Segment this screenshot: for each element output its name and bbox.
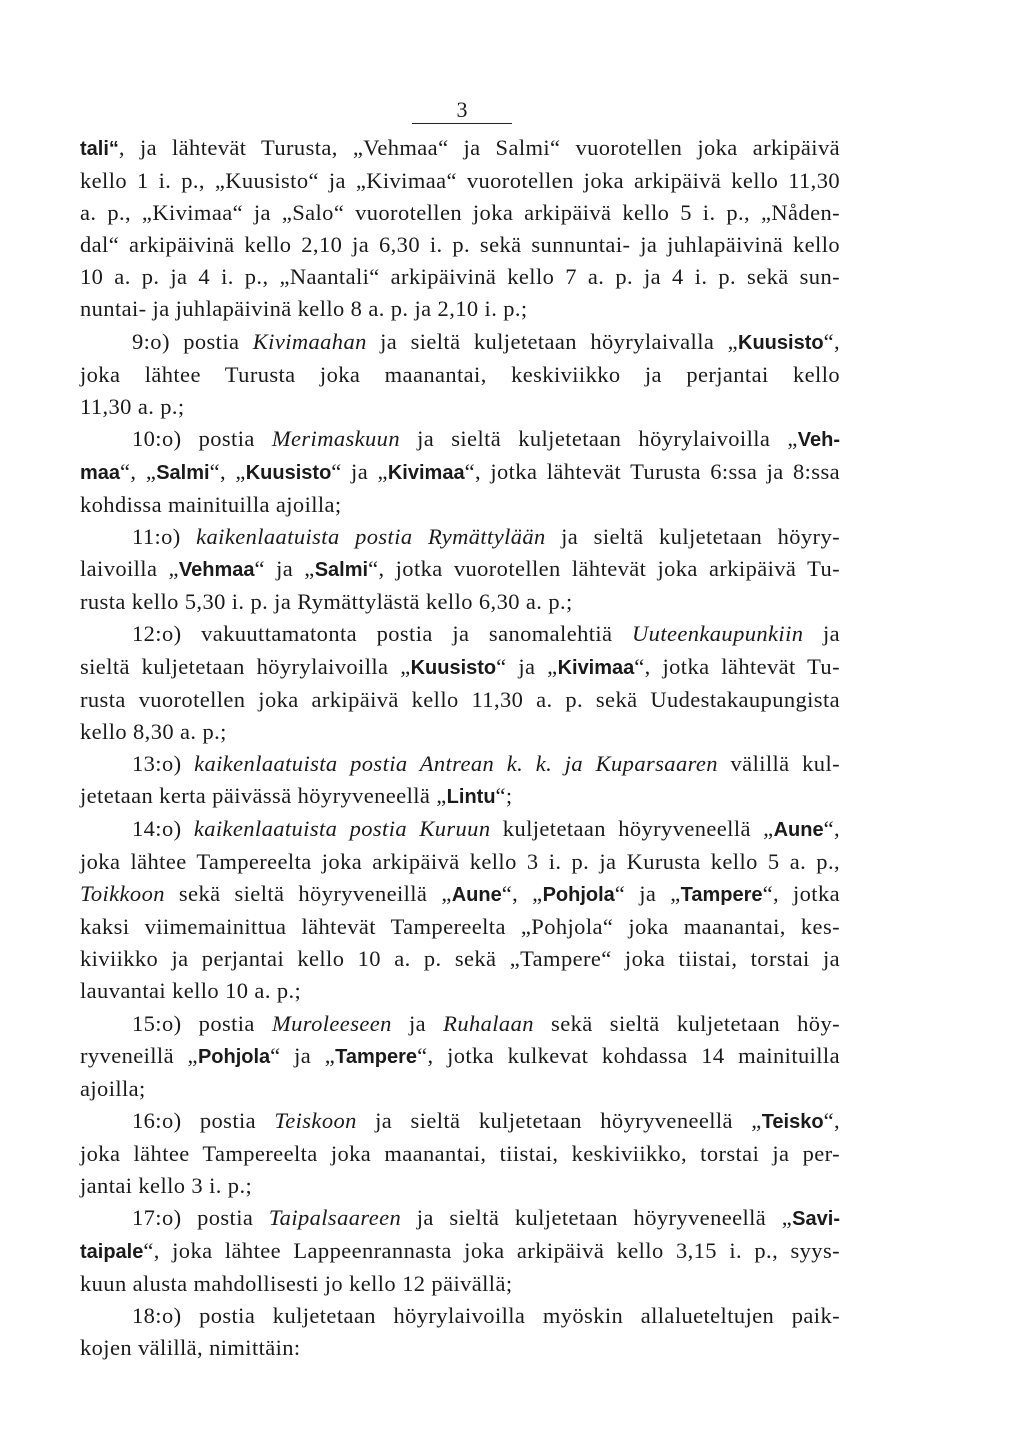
text-segment: , ja lähtevät Turusta, „Vehmaa“ ja Salmi“ vuorotellen joka arkipäivä — [118, 135, 840, 160]
bold-name: Kuusisto — [738, 331, 824, 354]
italic-text: kaikenlaatuista postia Kuruun — [193, 815, 491, 841]
bold-name: Teisko — [761, 1110, 824, 1133]
text-line — [80, 943, 840, 975]
text-segment: ja — [391, 1010, 444, 1036]
text-segment: 13:o) — [132, 750, 195, 776]
bold-name: Salmi — [156, 461, 210, 484]
bold-name: Lintu — [446, 785, 496, 808]
text-segment: 18:o) postia kuljetetaan höyrylaivoilla myöskin allalueteltujen paik- — [132, 1303, 840, 1329]
text-line — [80, 975, 840, 1007]
text-line — [80, 359, 840, 391]
text-line — [80, 261, 840, 293]
text-line — [80, 1105, 840, 1138]
text-segment: “ ja „ — [254, 556, 315, 582]
text-line — [80, 197, 840, 229]
text-segment: nuntai- ja juhlapäivinä kello 8 a. p. ja 2,10 i. p.; — [80, 296, 528, 322]
text-segment: “ ja „ — [614, 881, 681, 907]
text-line — [80, 293, 840, 325]
text-line — [80, 1235, 840, 1268]
text-line — [80, 521, 840, 553]
text-segment: “, jotka lähtevät Turusta 6:ssa ja 8:ssa — [464, 458, 840, 484]
text-segment: 11:o) — [132, 524, 197, 550]
bold-name: Tampere — [680, 884, 763, 907]
bold-name: Kuusisto — [245, 461, 332, 484]
bold-name: Savi- — [792, 1208, 840, 1231]
text-segment: kaksi viimemainittua lähtevät Tampereelta „Pohjola“ joka maanantai, kes- — [80, 914, 840, 940]
text-segment: “, — [823, 328, 840, 354]
body-text — [80, 132, 840, 1365]
text-segment: laivoilla „ — [80, 556, 179, 582]
text-segment: lauvantai kello 10 a. p.; — [80, 978, 302, 1004]
text-segment: kello 8,30 a. p.; — [80, 718, 227, 744]
bold-name: Kivimaa — [557, 656, 635, 679]
text-segment: “, jotka — [762, 881, 840, 907]
text-segment: “, — [823, 815, 840, 841]
text-segment: kiviikko ja perjantai kello 10 a. p. sekä „Tampere“ joka tiistai, torstai ja — [80, 946, 840, 972]
text-segment: “, jotka vuorotellen lähtevät joka arkipäivä Tu- — [368, 556, 840, 582]
text-line — [80, 326, 840, 359]
text-line — [80, 391, 840, 423]
page-number: 3 — [412, 97, 512, 124]
bold-name: Pohjola — [542, 884, 615, 907]
text-segment: “ ja „ — [331, 458, 388, 484]
text-segment: ja — [803, 621, 840, 647]
text-segment: rusta kello 5,30 i. p. ja Rymättylästä kello 6,30 a. p.; — [80, 589, 573, 615]
text-segment: a. p., „Kivimaa“ ja „Salo“ vuorotellen joka arkipäivä kello 5 i. p., „Nåden- — [80, 200, 840, 226]
text-segment: dal“ arkipäivinä kello 2,10 ja 6,30 i. p. sekä sunnuntai- ja juhlapäivinä kello — [80, 232, 840, 258]
text-line — [80, 132, 840, 165]
italic-text: Toikkoon — [80, 881, 165, 907]
bold-name: Kivimaa — [387, 461, 465, 484]
italic-text: Teiskoon — [274, 1107, 357, 1133]
text-line — [80, 1073, 840, 1105]
text-segment: kohdissa mainituilla ajoilla; — [80, 492, 342, 518]
text-segment: 15:o) postia — [132, 1010, 272, 1036]
text-line — [80, 1300, 840, 1332]
text-line — [80, 911, 840, 943]
text-segment: “, jotka lähtevät Tu- — [634, 653, 840, 679]
bold-name: Kuusisto — [410, 656, 497, 679]
italic-text: Ruhalaan — [443, 1010, 534, 1036]
text-segment: 11,30 a. p.; — [80, 393, 185, 419]
text-line — [80, 165, 840, 197]
text-segment: jantai kello 3 i. p.; — [80, 1173, 253, 1198]
text-segment: “, joka lähtee Lappeenrannasta joka arkipäivä kello 3,15 i. p., syys- — [143, 1238, 840, 1264]
text-segment: sekä sieltä kuljetetaan höy- — [533, 1010, 840, 1036]
text-line — [80, 780, 840, 813]
text-line — [80, 1170, 840, 1202]
text-segment: “, „ — [120, 458, 157, 484]
bold-name: maa — [80, 461, 121, 484]
text-segment: 16:o) postia — [132, 1107, 275, 1133]
text-line — [80, 423, 840, 456]
text-segment: joka lähtee Tampereelta joka maanantai, tiistai, keskiviikko, torstai ja per- — [80, 1140, 840, 1166]
text-segment: joka lähtee Tampereelta joka arkipäivä kello 3 i. p. ja Kurusta kello 5 a. p., — [80, 849, 840, 875]
text-line — [80, 878, 840, 911]
italic-text: Muroleeseen — [272, 1010, 392, 1036]
text-line — [80, 1040, 840, 1073]
text-segment: “, „ — [501, 881, 543, 907]
text-line — [80, 1268, 840, 1300]
bold-name: Veh- — [797, 428, 840, 451]
text-line — [80, 1138, 840, 1170]
bold-name: Aune — [773, 818, 824, 841]
text-segment: ja sieltä kuljetetaan höyrylaivoilla „ — [400, 425, 798, 451]
text-segment: ja sieltä kuljetetaan höyrylaivalla „ — [366, 328, 739, 354]
text-segment: 10 a. p. ja 4 i. p., „Naantali“ arkipäivinä kello 7 a. p. ja 4 i. p. sekä sun- — [80, 264, 840, 290]
text-segment: kello 1 i. p., „Kuusisto“ ja „Kivimaa“ vuorotellen joka arkipäivä kello 11,30 — [80, 168, 840, 194]
text-segment: “ ja „ — [270, 1042, 336, 1068]
text-segment: kuun alusta mahdollisesti jo kello 12 päivällä; — [80, 1271, 513, 1297]
text-segment: 17:o) postia — [132, 1205, 269, 1231]
bold-name: Tampere — [335, 1045, 418, 1068]
text-line — [80, 456, 840, 489]
text-segment: 12:o) vakuuttamatonta postia ja sanomalehtiä — [132, 621, 633, 647]
text-segment: 14:o) — [132, 815, 194, 841]
text-segment: sieltä kuljetetaan höyrylaivoilla „ — [80, 653, 411, 679]
italic-text: Taipalsaareen — [268, 1205, 402, 1231]
bold-name: Aune — [451, 884, 502, 907]
text-segment: rusta vuorotellen joka arkipäivä kello 11,30 a. p. sekä Uudestakaupungista — [80, 686, 840, 712]
text-segment: 10:o) postia — [132, 425, 272, 451]
text-segment: “ ja „ — [496, 653, 558, 679]
text-line — [80, 684, 840, 716]
text-segment: jetetaan kerta päivässä höyryveneellä „ — [80, 782, 447, 808]
text-segment: “, jotka kulkevat kohdassa 14 mainituilla — [417, 1042, 840, 1068]
text-line — [80, 748, 840, 780]
text-segment: kojen välillä, nimittäin: — [80, 1335, 301, 1361]
text-line — [80, 846, 840, 878]
bold-name: Vehmaa — [178, 559, 255, 582]
bold-name: Salmi — [314, 559, 369, 582]
text-line — [80, 553, 840, 586]
italic-text: kaikenlaatuista postia Antrean k. k. ja Kuparsaaren — [194, 750, 718, 776]
text-line — [80, 1008, 840, 1040]
italic-text: Kivimaahan — [252, 328, 367, 354]
text-line — [80, 1332, 840, 1364]
text-line — [80, 489, 840, 521]
text-line — [80, 651, 840, 684]
italic-text: Merimaskuun — [271, 425, 400, 451]
text-segment: ja sieltä kuljetetaan höyryveneellä „ — [356, 1107, 762, 1133]
text-segment: “; — [495, 782, 513, 808]
text-segment: ryveneillä „ — [80, 1042, 198, 1068]
text-line — [80, 716, 840, 748]
italic-text: kaikenlaatuista postia Rymättylään — [196, 524, 546, 550]
italic-text: Uuteenkaupunkiin — [632, 621, 804, 647]
text-line — [80, 618, 840, 650]
text-line — [80, 229, 840, 261]
text-segment: välillä kul- — [717, 750, 840, 776]
text-line — [80, 586, 840, 618]
text-segment: ja sieltä kuljetetaan höyry- — [545, 524, 840, 550]
text-segment: joka lähtee Turusta joka maanantai, keskiviikko ja perjantai kello — [80, 361, 840, 387]
text-line — [80, 813, 840, 846]
text-segment: kuljetetaan höyryveneellä „ — [490, 815, 774, 841]
bold-name: Pohjola — [197, 1045, 271, 1068]
bold-name: taipale — [80, 1241, 144, 1264]
bold-name: tali“ — [80, 138, 119, 160]
text-segment: “, „ — [209, 458, 246, 484]
text-segment: 9:o) postia — [132, 328, 253, 354]
text-segment: “, — [823, 1107, 840, 1133]
text-segment: sekä sieltä höyryveneillä „ — [164, 881, 452, 907]
text-segment: ja sieltä kuljetetaan höyryveneellä „ — [401, 1205, 793, 1231]
text-line — [80, 1202, 840, 1235]
text-segment: ajoilla; — [80, 1075, 146, 1101]
